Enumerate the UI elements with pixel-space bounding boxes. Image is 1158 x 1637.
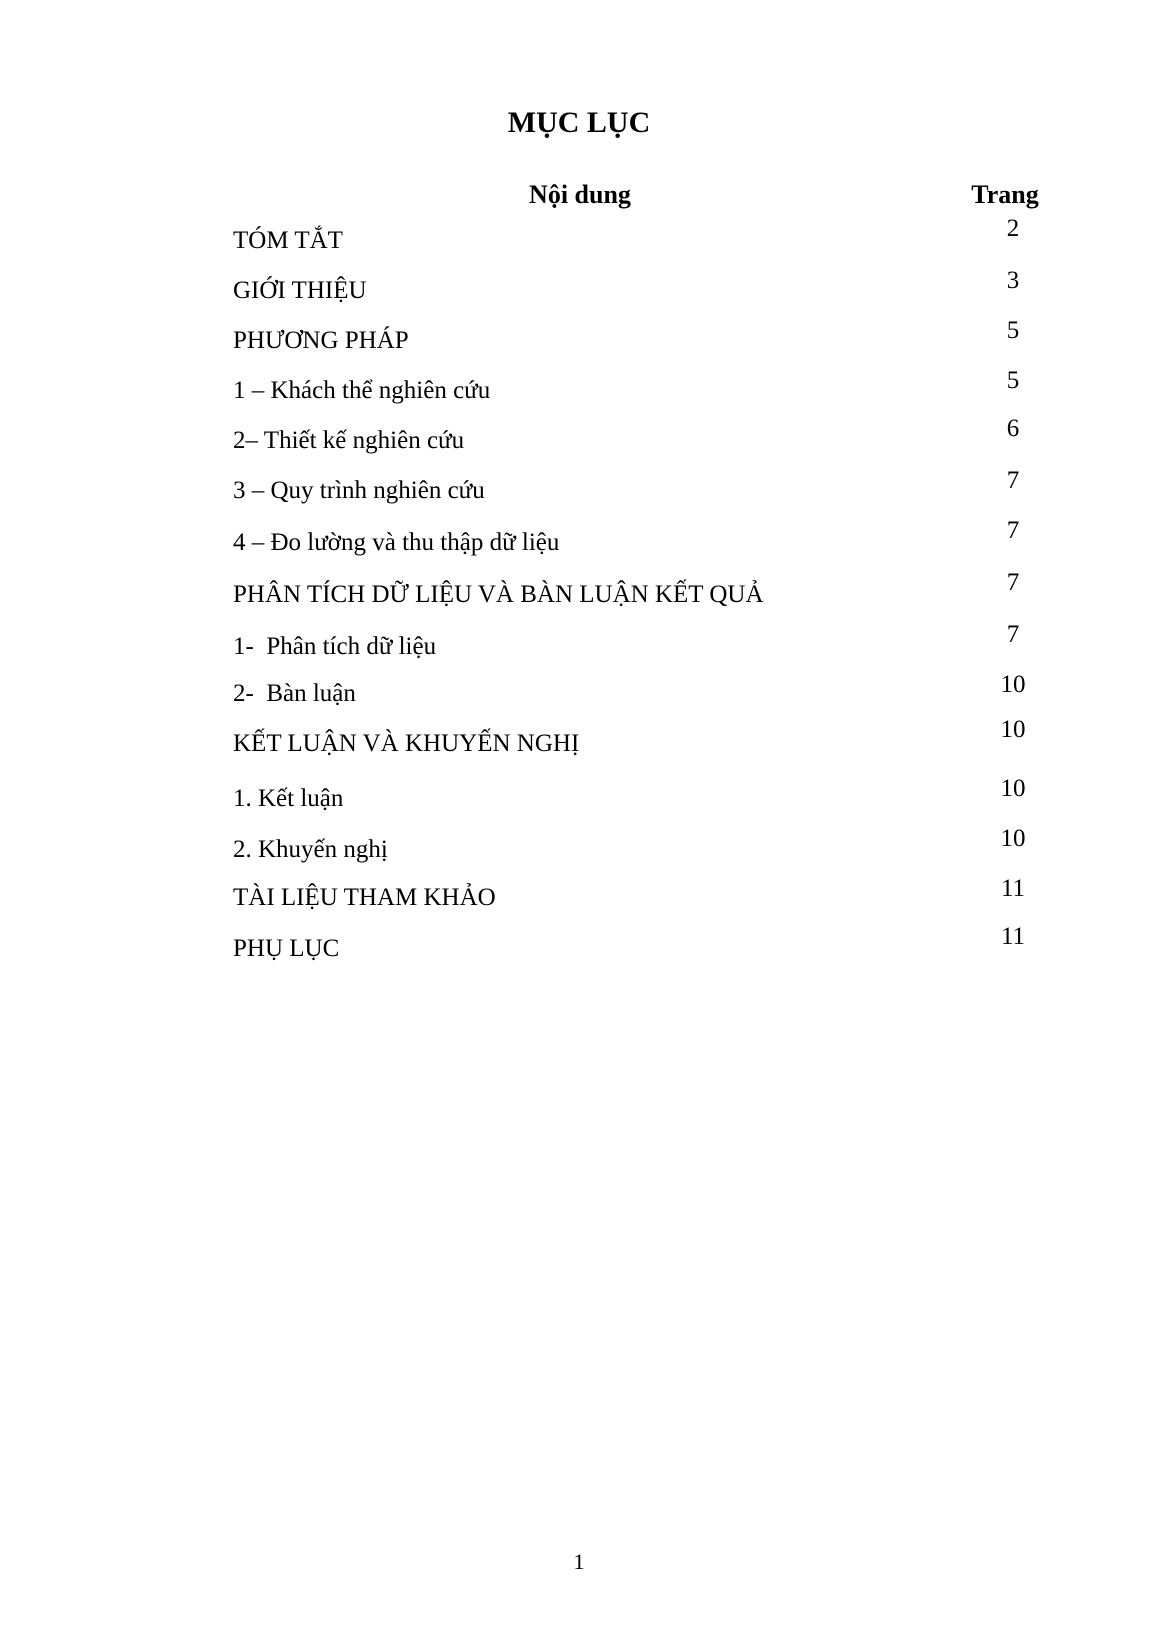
toc-page: 5 (1006, 367, 1020, 394)
toc-page: 11 (1000, 923, 1026, 950)
toc-row (233, 517, 1068, 562)
toc-row (233, 825, 1068, 868)
toc-label: TÀI LIỆU THAM KHẢO (233, 884, 496, 911)
column-header-content: Nội dung (529, 180, 631, 209)
toc-row (233, 671, 1068, 714)
toc-page: 7 (1006, 569, 1020, 596)
toc-label: 4 – Đo lường và thu thập dữ liệu (233, 529, 560, 556)
toc-label: 3 – Quy trình nghiên cứu (233, 477, 485, 504)
toc-label: TÓM TẮT (233, 227, 343, 254)
toc-page: 2 (1006, 215, 1020, 242)
toc-label: 2- Bàn luận (233, 680, 356, 707)
toc-label: PHÂN TÍCH DỮ LIỆU VÀ BÀN LUẬN KẾT QUẢ (233, 581, 764, 608)
toc-page: 10 (1000, 775, 1026, 802)
toc-row (233, 923, 1068, 968)
toc-label: PHƯƠNG PHÁP (233, 327, 409, 354)
toc-page: 5 (1006, 317, 1020, 344)
toc-row (233, 467, 1068, 512)
toc-label: PHỤ LỤC (233, 935, 340, 962)
footer-page-number: 1 (573, 1549, 585, 1574)
column-header-page: Trang (971, 180, 1039, 209)
page-title: MỤC LỤC (507, 106, 651, 139)
toc-label: 1- Phân tích dữ liệu (233, 633, 437, 660)
toc-label: 2– Thiết kế nghiên cứu (233, 427, 465, 454)
toc-row (233, 317, 1068, 362)
toc-page: 10 (1000, 671, 1026, 698)
toc-page: 7 (1006, 467, 1020, 494)
toc-page: 7 (1006, 517, 1020, 544)
toc-label: GIỚI THIỆU (233, 277, 367, 304)
toc-page: 11 (1000, 875, 1026, 902)
toc-row (233, 875, 1068, 918)
toc-row (233, 215, 1068, 262)
toc-page: 6 (1006, 415, 1020, 442)
toc-label: 1 – Khách thể nghiên cứu (233, 377, 491, 404)
toc-page: 10 (1000, 825, 1026, 852)
toc-label: KẾT LUẬN VÀ KHUYẾN NGHỊ (233, 730, 580, 757)
toc-page: 3 (1006, 267, 1020, 294)
toc-label: 1. Kết luận (233, 785, 344, 812)
toc-label: 2. Khuyến nghị (233, 836, 388, 863)
toc-page: 7 (1006, 621, 1020, 648)
toc-row (233, 367, 1068, 412)
toc-row (233, 267, 1068, 312)
toc-row (233, 775, 1068, 818)
toc-row (233, 621, 1068, 666)
toc-row (233, 569, 1068, 614)
toc-row (233, 415, 1068, 462)
toc-row (233, 716, 1068, 762)
toc-page: 10 (1000, 716, 1026, 743)
